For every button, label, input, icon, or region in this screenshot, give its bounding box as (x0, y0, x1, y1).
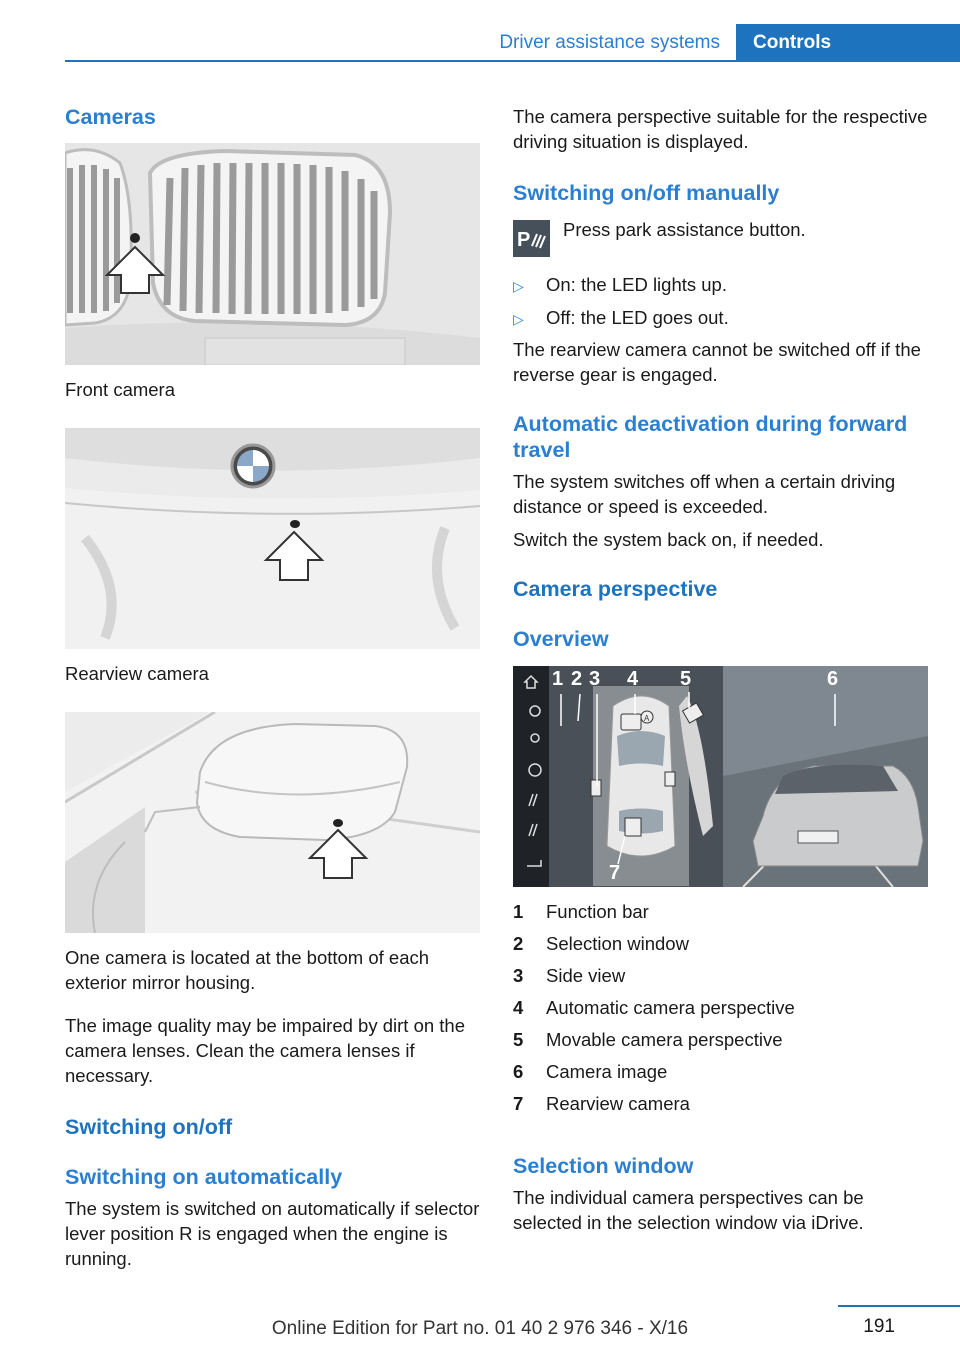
callout-7: 7 (609, 862, 621, 884)
callout-4: 4 (627, 668, 639, 690)
rearview-camera-illustration (65, 428, 480, 649)
paragraph-mirror-camera: One camera is located at the bottom of each exterior mirror housing. (65, 947, 430, 993)
legend-item: 2 Selection window (513, 933, 689, 954)
legend-item: 1 Function bar (513, 901, 649, 922)
park-assistance-button-icon (513, 220, 550, 257)
callout-1: 1 (552, 668, 564, 690)
heading-switching-manually: Switching on/off manually (513, 181, 780, 205)
callout-6: 6 (827, 668, 839, 690)
svg-text:A: A (644, 714, 650, 723)
edition-text: Online Edition for Part no. 01 40 2 976 346 - X/16 (271, 1318, 689, 1339)
running-header-tab: Controls (736, 24, 960, 62)
legend-item: 3 Side view (513, 965, 626, 986)
paragraph-camera-perspective: The camera perspective suitable for the respective driving situation is displayed. (513, 106, 928, 152)
caption-rearview-camera: Rearview camera (65, 663, 209, 684)
bullet-led-on: ▷ On: the LED lights up. (513, 272, 727, 299)
page-number: 191 (863, 1316, 895, 1337)
press-park-assistance-text: Press park assistance button. (563, 219, 806, 240)
header-rule (65, 60, 960, 62)
paragraph-reverse-gear: The rearview camera cannot be switched off if the reverse gear is engaged. (513, 339, 921, 385)
bullet-triangle-icon: ▷ (513, 278, 524, 294)
callout-2: 2 (571, 668, 583, 690)
caption-front-camera: Front camera (65, 379, 176, 400)
camera-overview-screen (513, 666, 928, 887)
legend-item: 7 Rearview camera (513, 1093, 690, 1114)
footer-rule (838, 1305, 960, 1307)
svg-text:P: P (517, 229, 531, 251)
heading-overview: Overview (513, 627, 609, 651)
legend-item: 6 Camera image (513, 1061, 668, 1082)
paragraph-auto-on: The system is switched on automatically if selector lever position R is engaged when the engine is running. (65, 1198, 480, 1269)
paragraph-switch-back: Switch the system back on, if needed. (513, 529, 824, 550)
heading-switching-on-off: Switching on/off (65, 1115, 233, 1139)
paragraph-selection-window: The individual camera perspectives can be selected in the selection window via iDrive. (513, 1187, 864, 1233)
heading-automatic-deactivation: Automatic deactivation during forward travel (513, 412, 908, 462)
callout-3: 3 (589, 668, 601, 690)
heading-camera-perspective: Camera perspective (513, 577, 718, 601)
heading-cameras: Cameras (65, 105, 156, 129)
paragraph-auto-deactivation: The system switches off when a certain driving distance or speed is exceeded. (513, 471, 896, 517)
legend-item: 4 Automatic camera perspective (513, 997, 795, 1018)
front-camera-illustration (65, 143, 480, 365)
running-header-section: Driver assistance systems (499, 32, 720, 53)
paragraph-image-quality: The image quality may be impaired by dirt on the camera lenses. Clean the camera lenses if necessary. (65, 1015, 466, 1086)
callout-5: 5 (680, 668, 692, 690)
legend-item: 5 Movable camera perspective (513, 1029, 783, 1050)
mirror-camera-illustration (65, 712, 480, 933)
bullet-triangle-icon: ▷ (513, 311, 524, 327)
heading-switching-on-automatically: Switching on automatically (65, 1165, 343, 1189)
heading-selection-window: Selection window (513, 1154, 694, 1178)
bullet-led-off: ▷ Off: the LED goes out. (513, 305, 729, 332)
